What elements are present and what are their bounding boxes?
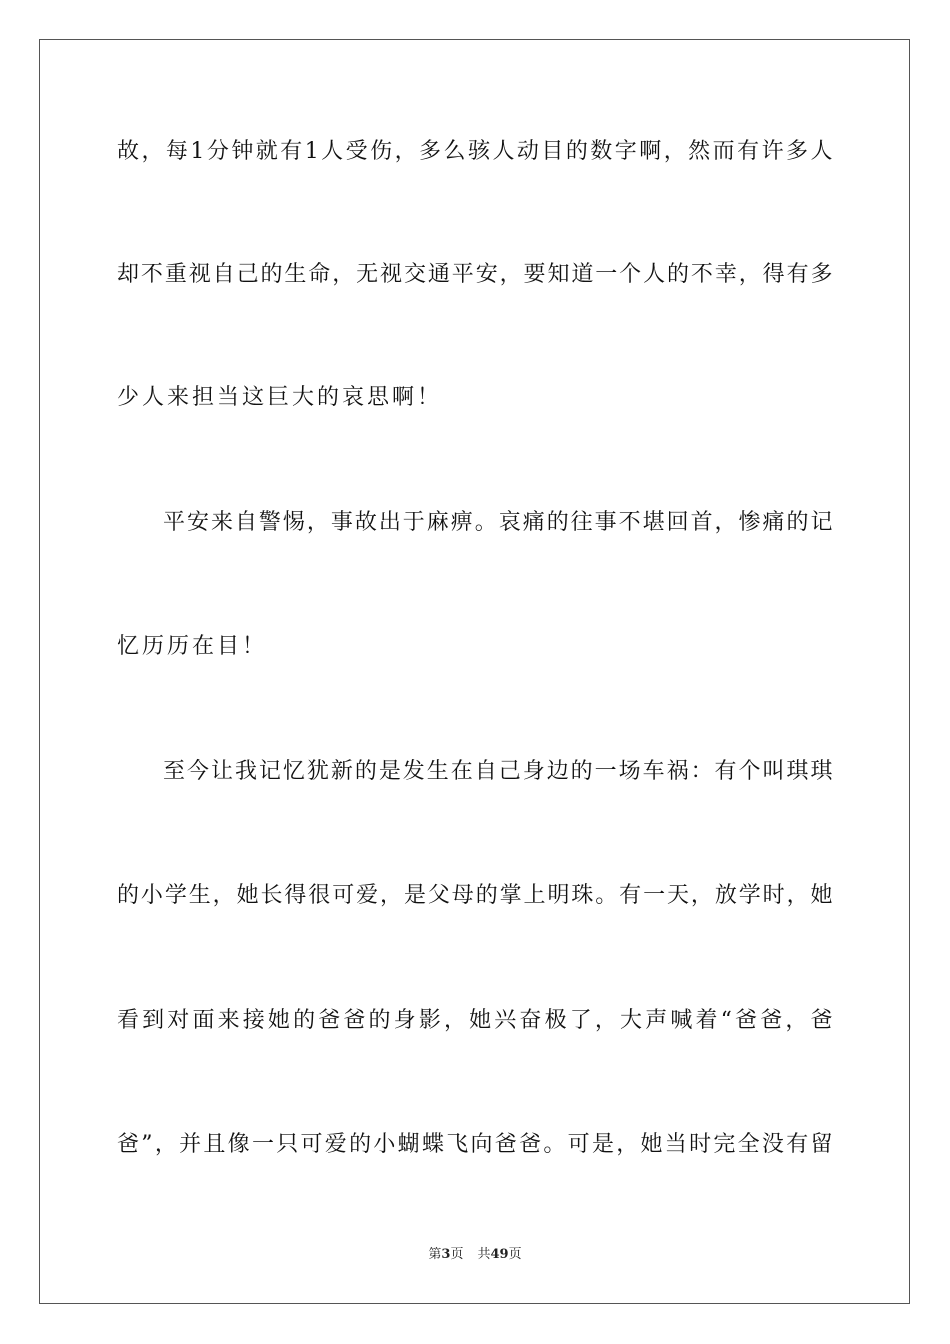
text-line-2: 却不重视自己的生命，无视交通平安，要知道一个人的不幸，得有多	[117, 262, 833, 287]
footer-total-prefix: 共	[477, 1247, 491, 1262]
footer-page-suffix: 页	[450, 1247, 464, 1262]
footer-total-number: 49	[490, 1247, 509, 1262]
page-border	[39, 39, 910, 1304]
page-footer	[0, 1246, 950, 1264]
text-line-5: 忆历历在目！	[117, 634, 268, 659]
text-line-9: 爸”，并且像一只可爱的小蝴蝶飞向爸爸。可是，她当时完全没有留	[117, 1132, 833, 1157]
text-line-3: 少人来担当这巨大的哀思啊！	[117, 385, 443, 410]
footer-page-number: 3	[441, 1247, 451, 1262]
text-line-7: 的小学生，她长得很可爱，是父母的掌上明珠。有一天，放学时，她	[117, 883, 833, 908]
footer-total-suffix: 页	[508, 1247, 522, 1262]
text-line-1: 故，每1分钟就有1人受伤，多么骇人动目的数字啊，然而有许多人	[117, 139, 833, 164]
footer-page-prefix: 第	[428, 1247, 442, 1262]
text-line-6: 至今让我记忆犹新的是发生在自己身边的一场车祸：有个叫琪琪	[163, 759, 833, 784]
text-line-4: 平安来自警惕，事故出于麻痹。哀痛的往事不堪回首，惨痛的记	[163, 510, 833, 535]
text-line-8: 看到对面来接她的爸爸的身影，她兴奋极了，大声喊着“爸爸，爸	[117, 1008, 833, 1033]
